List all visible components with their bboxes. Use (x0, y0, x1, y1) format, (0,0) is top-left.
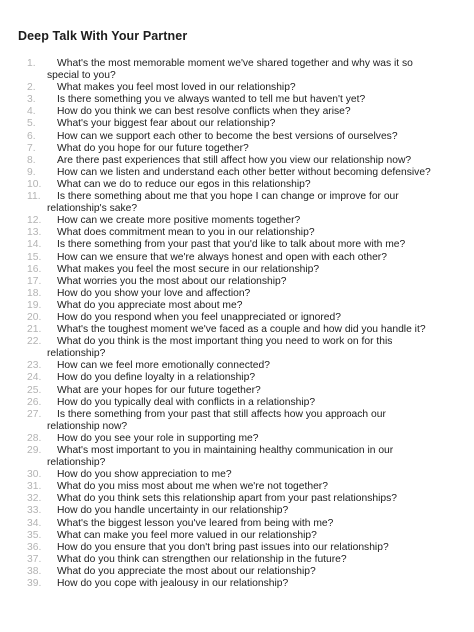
item-question: How do you define loyalty in a relationship? (57, 372, 256, 384)
item-number: 6. (27, 130, 36, 142)
item-question: What does commitment mean to you in our relationship? (57, 227, 315, 239)
item-number: 34. (27, 517, 42, 529)
item-question-continued: relationship's sake? (47, 203, 138, 215)
item-question: What's the most memorable moment we've shared together and why was it so (57, 58, 413, 69)
list-item (0, 336, 474, 360)
item-question: How can we listen and understand each other better without becoming defensive? (57, 166, 431, 178)
item-number: 21. (27, 324, 42, 336)
list-item (0, 252, 474, 264)
item-question-continued: relationship? (47, 348, 106, 360)
item-number: 39. (27, 578, 42, 590)
item-question: How do you think we can best resolve conflicts when they arise? (57, 106, 351, 118)
list-item (0, 179, 474, 191)
item-question: How do you typically deal with conflicts in a relationship? (57, 396, 316, 408)
list-item (0, 143, 474, 155)
item-number: 15. (27, 251, 42, 263)
list-item (0, 433, 474, 445)
list-item (0, 131, 474, 143)
item-question-continued: relationship now? (47, 420, 128, 432)
item-number: 5. (27, 118, 36, 130)
item-question: How can we ensure that we're always honest and open with each other? (57, 251, 387, 263)
item-question: What do you think can strengthen our relationship in the future? (57, 553, 347, 565)
list-item (0, 481, 474, 493)
list-item (0, 542, 474, 554)
item-number: 8. (27, 154, 36, 166)
list-item (0, 505, 474, 517)
item-number: 17. (27, 275, 42, 287)
list-item (0, 264, 474, 276)
list-item (0, 469, 474, 481)
list-item (0, 155, 474, 167)
item-number: 13. (27, 227, 42, 239)
item-number: 36. (27, 541, 42, 553)
item-question: What's the biggest lesson you've leared from being with me? (57, 517, 334, 529)
item-number: 22. (27, 336, 42, 348)
item-question: Is there something from your past that still affects how you approach our (57, 408, 386, 420)
item-question: What do you think is the most important thing you need to work on for this (57, 336, 393, 348)
item-question: What's your biggest fear about our relationship? (57, 118, 276, 130)
item-number: 25. (27, 384, 42, 396)
item-question: How can we feel more emotionally connected? (57, 360, 270, 372)
item-number: 33. (27, 505, 42, 517)
item-question: What do you hope for our future together? (57, 142, 249, 154)
item-question: What can make you feel more valued in our relationship? (57, 529, 317, 541)
list-item (0, 94, 474, 106)
item-question: What worries you the most about our relationship? (57, 275, 287, 287)
list-item (0, 106, 474, 118)
item-number: 20. (27, 311, 42, 323)
item-number: 30. (27, 469, 42, 481)
item-question: What do you appreciate the most about our relationship? (57, 565, 316, 577)
list-item (0, 215, 474, 227)
item-number: 18. (27, 287, 42, 299)
item-number: 26. (27, 396, 42, 408)
item-question: Is there something about me that you hope I can change or improve for our (57, 191, 399, 203)
list-item (0, 191, 474, 215)
item-question: What are your hopes for our future together? (57, 384, 261, 396)
item-number: 27. (27, 408, 42, 420)
item-number: 37. (27, 553, 42, 565)
item-number: 14. (27, 239, 42, 251)
item-question: What's most important to you in maintaining healthy communication in our (57, 445, 394, 456)
item-question: How do you show appreciation to me? (57, 469, 232, 481)
item-number: 16. (27, 263, 42, 275)
list-item (0, 118, 474, 130)
item-number: 23. (27, 360, 42, 372)
item-number: 7. (27, 142, 36, 154)
list-item (0, 312, 474, 324)
item-question: How do you respond when you feel unappreciated or ignored? (57, 311, 341, 323)
item-number: 31. (27, 481, 42, 493)
item-question: Is there something you ve always wanted to tell me but haven't yet? (57, 94, 366, 106)
list-item (0, 288, 474, 300)
item-question: Are there past experiences that still affect how you view our relationship now? (57, 154, 412, 166)
list-item (0, 385, 474, 397)
item-number: 3. (27, 94, 36, 106)
item-question: What makes you feel most loved in our relationship? (57, 82, 296, 94)
list-item (0, 167, 474, 179)
item-question: How do you handle uncertainty in our relationship? (57, 505, 289, 517)
list-item (0, 518, 474, 530)
item-number: 1. (27, 58, 36, 69)
list-item (0, 82, 474, 94)
item-number: 4. (27, 106, 36, 118)
item-question: How can we create more positive moments together? (57, 215, 301, 227)
list-item (0, 554, 474, 566)
item-question-continued: relationship? (47, 457, 106, 469)
list-item (0, 578, 474, 590)
item-question: What do you think sets this relationship apart from your past relationships? (57, 493, 397, 505)
list-item (0, 239, 474, 251)
item-question: What do you miss most about me when we're not together? (57, 481, 328, 493)
list-item (0, 227, 474, 239)
item-number: 29. (27, 445, 42, 456)
item-number: 38. (27, 565, 42, 577)
list-item (0, 360, 474, 372)
list-item (0, 324, 474, 336)
item-number: 19. (27, 299, 42, 311)
page-title: Deep Talk With Your Partner (18, 29, 188, 43)
item-number: 2. (27, 82, 36, 94)
list-item (0, 530, 474, 542)
item-question-continued: special to you? (47, 70, 116, 82)
list-item (0, 397, 474, 409)
item-number: 10. (27, 178, 42, 190)
item-question: What's the toughest moment we've faced as a couple and how did you handle it? (57, 324, 426, 336)
item-question: What can we do to reduce our egos in this relationship? (57, 178, 311, 190)
list-item (0, 372, 474, 384)
list-item (0, 276, 474, 288)
item-question: What do you appreciate most about me? (57, 299, 243, 311)
item-question: How do you see your role in supporting me? (57, 432, 259, 444)
item-question: How do you cope with jealousy in our relationship? (57, 578, 289, 590)
list-item (0, 493, 474, 505)
list-item (0, 58, 474, 82)
list-item (0, 566, 474, 578)
list-item (0, 445, 474, 469)
item-number: 12. (27, 215, 42, 227)
item-number: 32. (27, 493, 42, 505)
item-question: How do you show your love and affection? (57, 287, 251, 299)
list-item (0, 300, 474, 312)
item-question: How do you ensure that you don't bring past issues into our relationship? (57, 541, 389, 553)
item-number: 35. (27, 529, 42, 541)
item-number: 9. (27, 166, 36, 178)
item-question: How can we support each other to become the best versions of ourselves? (57, 130, 398, 142)
item-number: 24. (27, 372, 42, 384)
item-question: What makes you feel the most secure in our relationship? (57, 263, 320, 275)
list-item (0, 409, 474, 433)
item-question: Is there something from your past that you'd like to talk about more with me? (57, 239, 406, 251)
item-number: 11. (27, 191, 41, 203)
question-list (0, 58, 474, 590)
item-number: 28. (27, 432, 42, 444)
